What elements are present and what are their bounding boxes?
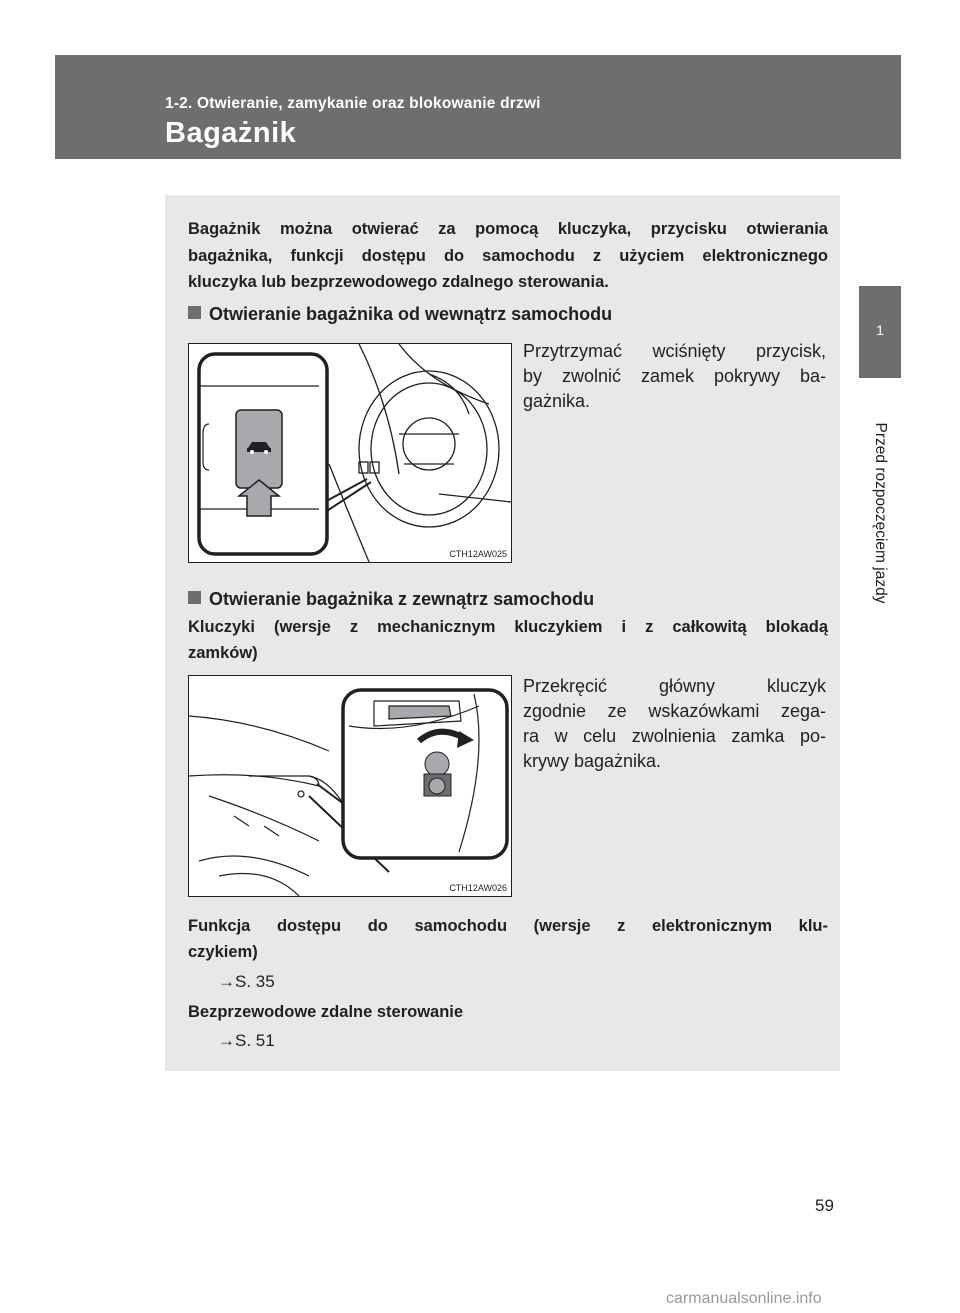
chapter-tab <box>859 286 901 378</box>
trunk-lock-illustration <box>189 676 511 896</box>
subheading-line: Funkcja dostępu do samochodu (wersje z elektronicznym klu- <box>188 917 828 935</box>
instruction-line: Przekręcić główny kluczyk <box>523 676 826 696</box>
subheading-line: Kluczyki (wersje z mechanicznym kluczykiem i z całkowitą blokadą <box>188 618 828 636</box>
instruction-line: Przytrzymać wciśnięty przycisk, <box>523 341 826 361</box>
figure-key-lock <box>188 675 512 897</box>
section-subtitle: 1-2. Otwieranie, zamykanie oraz blokowanie drzwi <box>165 95 541 112</box>
section-heading-inside <box>188 301 828 328</box>
square-bullet-icon <box>188 306 201 319</box>
dashboard-illustration <box>189 344 511 562</box>
page-reference-51[interactable]: →S. 51 <box>218 1031 275 1050</box>
heading-text: Otwieranie bagażnika z zewnątrz samochodu <box>209 589 595 609</box>
subheading-line: czykiem) <box>188 943 258 961</box>
heading-text: Otwieranie bagażnika od wewnątrz samochodu <box>209 304 613 324</box>
chapter-side-label <box>859 378 901 648</box>
instruction-line: ra w celu zwolnienia zamka po- <box>523 726 826 746</box>
instruction-line: gażnika. <box>523 391 591 411</box>
instruction-inside <box>523 339 826 414</box>
chapter-title: Przed rozpoczęciem jazdy <box>872 422 889 604</box>
instruction-line: krywy bagażnika. <box>523 751 662 771</box>
page-reference-35[interactable]: →S. 35 <box>218 972 275 991</box>
figure-trunk-button <box>188 343 512 563</box>
page-title: Bagażnik <box>165 117 297 149</box>
square-bullet-icon <box>188 591 201 604</box>
instruction-outside <box>523 674 826 774</box>
instruction-line: by zwolnić zamek pokrywy ba- <box>523 366 826 386</box>
section-heading-outside <box>188 586 828 613</box>
intro-line: bagażnika, funkcji dostępu do samochodu z użyciem elektronicznego <box>188 246 828 265</box>
wireless-remote-heading: Bezprzewodowe zdalne sterowanie <box>188 1003 464 1021</box>
watermark: carmanualsonline.info <box>666 1290 822 1307</box>
subheading-line: zamków) <box>188 644 258 662</box>
header-bar <box>55 55 901 159</box>
chapter-number: 1 <box>876 322 884 338</box>
keys-subheading <box>188 614 828 666</box>
intro-line: kluczyka lub bezprzewodowego zdalnego sterowania. <box>188 273 609 291</box>
smart-key-heading <box>188 913 828 965</box>
page-number: 59 <box>815 1196 834 1215</box>
intro-paragraph <box>188 216 828 296</box>
figure-code: CTH12AW026 <box>449 883 507 893</box>
instruction-line: zgodnie ze wskazówkami zega- <box>523 701 826 721</box>
figure-code: CTH12AW025 <box>449 549 507 559</box>
intro-line: Bagażnik można otwierać za pomocą kluczyka, przycisku otwierania <box>188 220 828 238</box>
